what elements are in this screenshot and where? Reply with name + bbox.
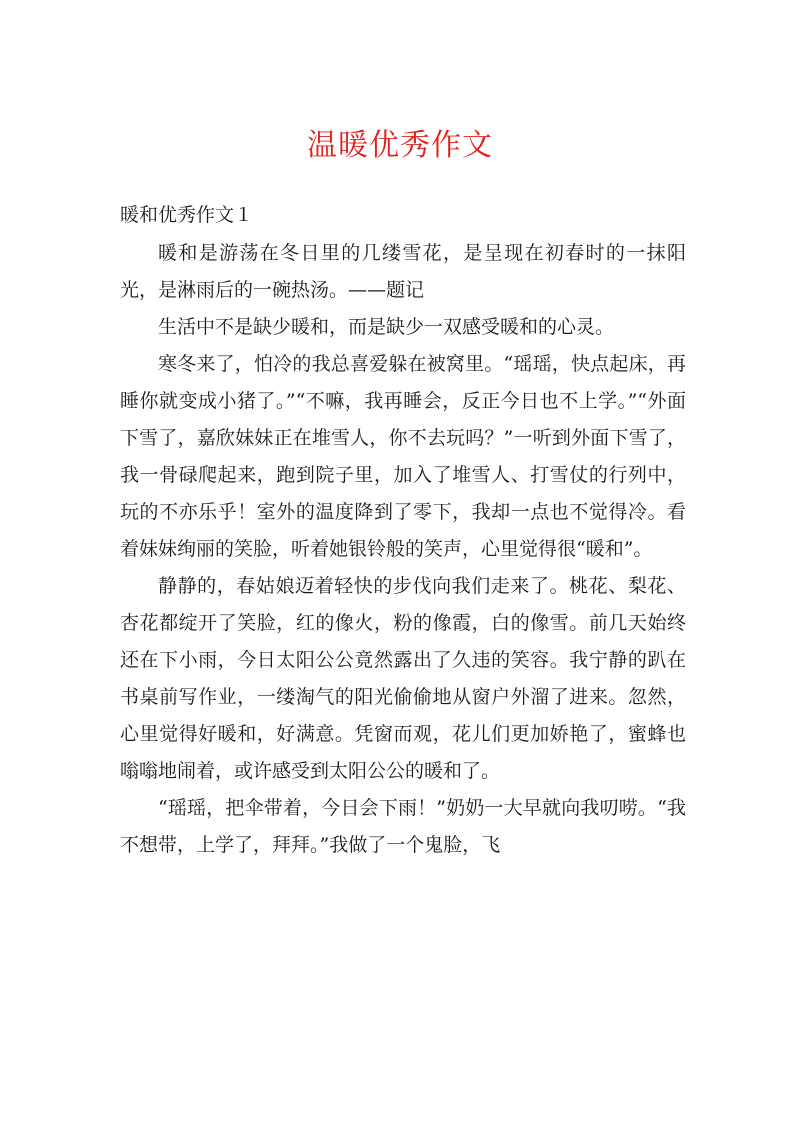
paragraph-thesis: 生活中不是缺少暖和，而是缺少一双感受暖和的心灵。 xyxy=(158,316,615,338)
document-title: 温暖优秀作文 xyxy=(307,128,493,163)
paragraph-winter: 寒冬来了，怕冷的我总喜爱躲在被窝里。“瑶瑶，快点起床，再睡你就变成小猪了。”“不嘛，我再睡会，反正今日也不上学。”“外面下雪了，嘉欣妹妹正在堆雪人，你不去玩吗？”一听到外面下雪了，我一骨碌爬起来，跑到院子里，加入了堆雪人、打雪仗的行列中，玩的不亦乐乎！室外的温度降到了零下，我却一点也不觉得冷。看着妹妹绚丽的笑脸，听着她银铃般的笑声，心里觉得很“暖和”。 xyxy=(120,353,686,560)
paragraph-spring: 静静的，春姑娘迈着轻快的步伐向我们走来了。桃花、梨花、杏花都绽开了笑脸，红的像火，粉的像霞，白的像雪。前几天始终还在下小雨，今日太阳公公竟然露出了久违的笑容。我宁静的趴在书桌前写作业，一缕淘气的阳光偷偷地从窗户外溜了进来。忽然，心里觉得好暖和，好满意。凭窗而观，花儿们更加娇艳了，蜜蜂也嗡嗡地闹着，或许感受到太阳公公的暖和了。 xyxy=(120,575,686,782)
section-heading: 暖和优秀作文１ xyxy=(120,204,254,226)
paragraph-umbrella: “瑶瑶，把伞带着，今日会下雨！”奶奶一大早就向我叨唠。“我不想带，上学了，拜拜。”我做了一个鬼脸，飞 xyxy=(120,797,686,856)
essay-body xyxy=(120,235,686,864)
paragraph-epigraph: 暖和是游荡在冬日里的几缕雪花，是呈现在初春时的一抹阳光，是淋雨后的一碗热汤。——题记 xyxy=(120,242,686,301)
